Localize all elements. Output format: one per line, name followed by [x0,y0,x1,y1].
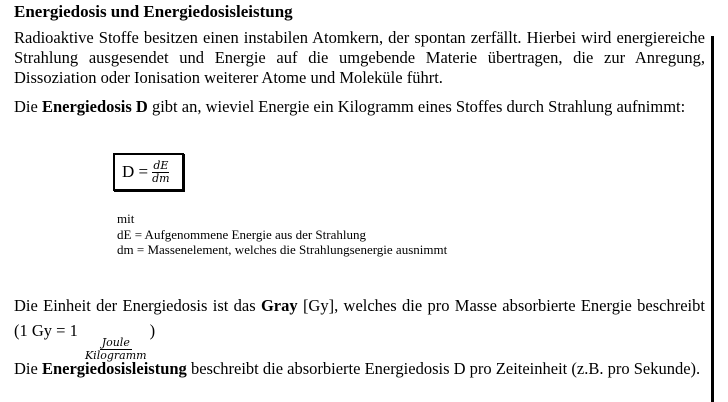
document-title: Energiedosis und Energiedosisleistung [14,2,293,21]
formula-denominator: dm [152,171,170,185]
unit-term: Gray [260,296,298,315]
definition-prefix: Die [14,97,42,116]
definition-paragraph [14,97,705,117]
margin-rule [711,36,714,402]
power-term: Energiedosisleistung [41,359,187,378]
unit-closing: ) [149,321,156,340]
power-prefix: Die [14,359,42,378]
intro-paragraph: Radioaktive Stoffe besitzen einen instabilen Atomkern, der spontan zerfällt. Hierbei wird energiereiche Strahlung ausgesendet und Energie auf die umgebende Materie übertragen, die zur Anregung, Dissoziation oder Ionisation weiterer Atome und Moleküle führt. [14,28,705,87]
power-suffix: beschreibt die absorbierte Energiedosis D pro Zeiteinheit (z.B. pro Sekunde). [186,359,701,378]
unit-numerator: Joule [101,336,130,349]
unit-denominator: Kilogramm [84,349,147,362]
definition-suffix: gibt an, wieviel Energie ein Kilogramm eines Stoffes durch Strahlung aufnimmt: [147,97,686,116]
definition-term: Energiedosis D [41,97,148,116]
formula-fraction [151,160,170,185]
power-paragraph [14,359,705,379]
unit-prefix: Die Einheit der Energiedosis ist das [14,296,261,315]
formula-numerator: dE [153,158,169,172]
formula-box [113,153,184,191]
formula-lhs: D = [122,162,149,181]
legend-intro: mit [117,211,135,226]
unit-paragraph [14,293,705,362]
formula-legend [117,211,447,258]
unit-suffix: [Gy], welches die pro Masse absorbierte Energie beschreibt (1 Gy = 1 [14,296,705,340]
legend-line-dm: dm = Massenelement, welches die Strahlungsenergie ausnimmt [117,242,448,257]
legend-line-de: dE = Aufgenommene Energie aus der Strahlung [117,226,366,242]
